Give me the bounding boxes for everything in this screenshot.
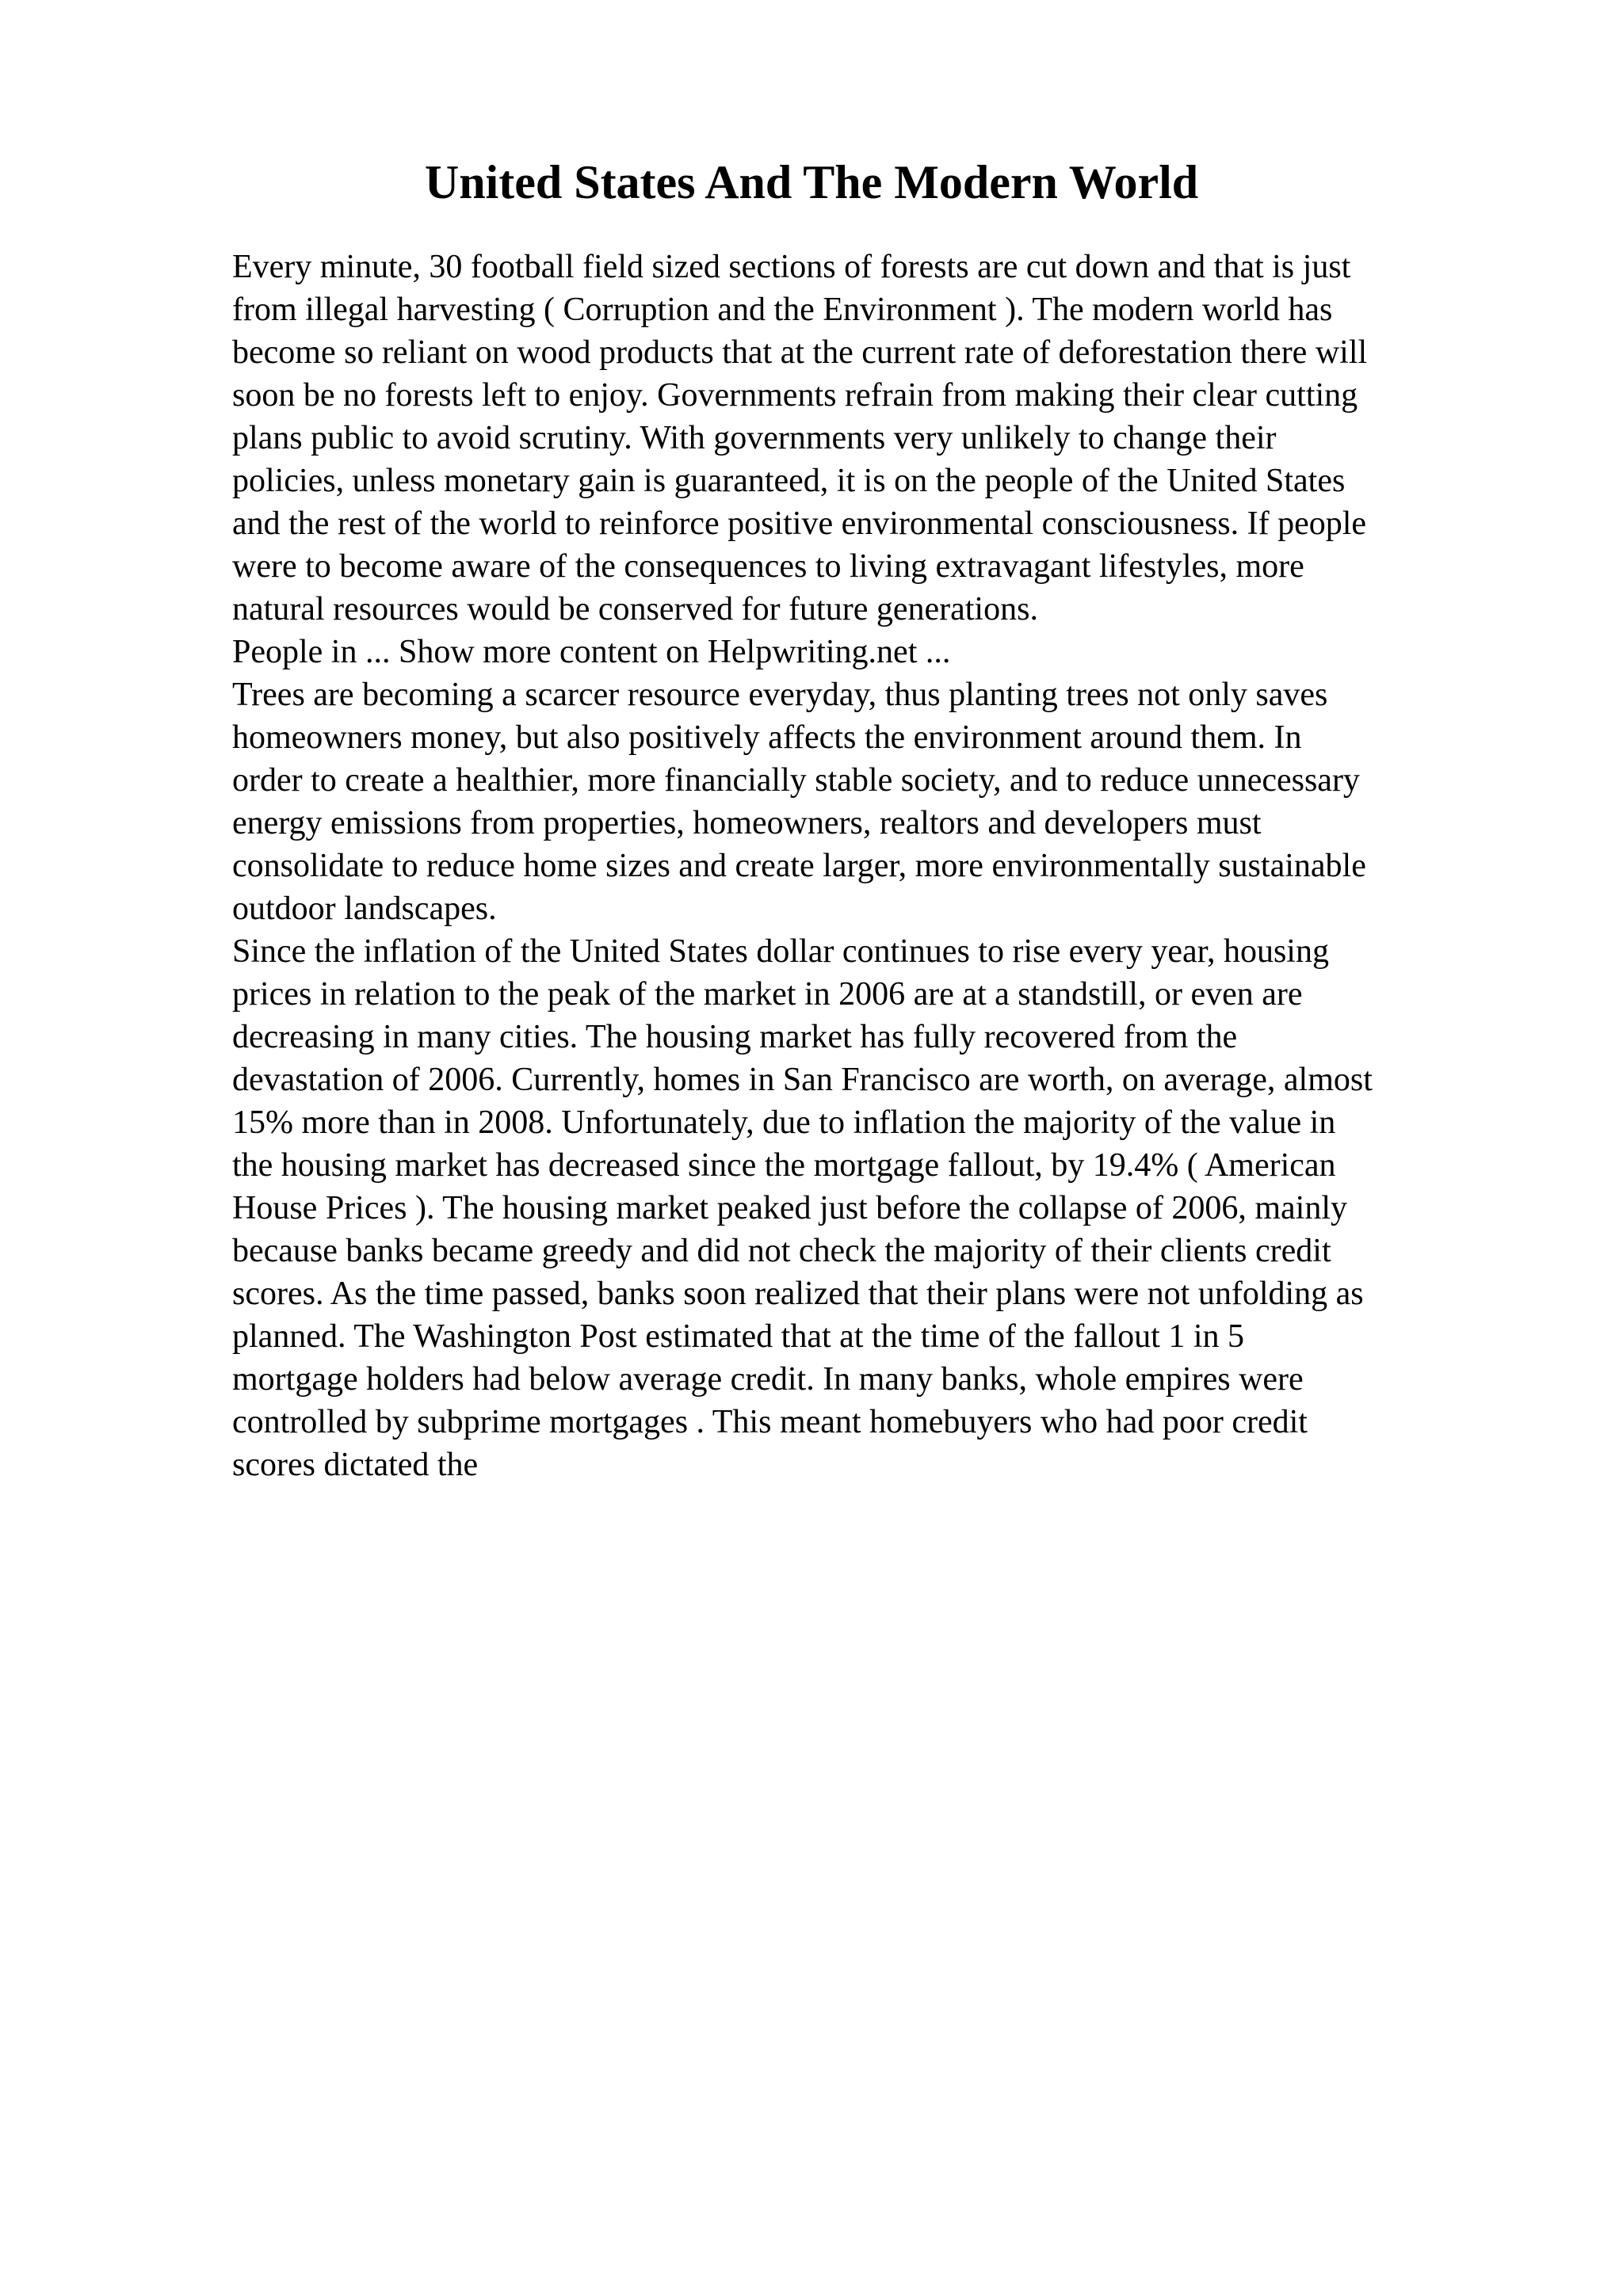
text-line: Every minute, 30 football field sized sections of forests are cut down and that is just: [232, 249, 1351, 285]
paragraph-deforestation: [232, 246, 1516, 631]
text-line: plans public to avoid scrutiny. With governments very unlikely to change their: [232, 420, 1277, 456]
text-line: 15% more than in 2008. Unfortunately, due to inflation the majority of the value in: [232, 1104, 1336, 1141]
text-line: energy emissions from properties, homeowners, realtors and developers must: [232, 805, 1262, 841]
paragraph-trees: [232, 673, 1516, 930]
text-line: outdoor landscapes.: [232, 891, 497, 927]
text-line: order to create a healthier, more financially stable society, and to reduce unnecessary: [232, 762, 1360, 799]
text-line: scores dictated the: [232, 1447, 479, 1483]
text-line: prices in relation to the peak of the market in 2006 are at a standstill, or even are: [232, 976, 1303, 1013]
text-line: from illegal harvesting ( Corruption and the Environment ). The modern world has: [232, 292, 1333, 328]
text-line: natural resources would be conserved for future generations.: [232, 591, 1038, 627]
document-title: United States And The Modern World: [424, 156, 1199, 208]
text-line: decreasing in many cities. The housing market has fully recovered from the: [232, 1019, 1238, 1055]
text-line: were to become aware of the consequences to living extravagant lifestyles, more: [232, 548, 1304, 585]
text-line: homeowners money, but also positively affects the environment around them. In: [232, 719, 1302, 756]
text-line: become so reliant on wood products that at the current rate of deforestation there will: [232, 334, 1368, 371]
text-line: Since the inflation of the United States dollar continues to rise every year, housing: [232, 933, 1329, 970]
show-more-line: People in ... Show more content on Helpwriting.net ...: [232, 634, 951, 670]
text-line: planned. The Washington Post estimated that at the time of the fallout 1 in 5: [232, 1318, 1245, 1355]
text-line: consolidate to reduce home sizes and create larger, more environmentally sustainable: [232, 848, 1366, 884]
document-body: [232, 246, 1516, 1486]
text-line: policies, unless monetary gain is guaranteed, it is on the people of the United States: [232, 463, 1346, 499]
text-line: soon be no forests left to enjoy. Governments refrain from making their clear cutting: [232, 377, 1358, 414]
text-line: House Prices ). The housing market peaked just before the collapse of 2006, mainly: [232, 1190, 1348, 1226]
paragraph-housing: [232, 930, 1516, 1486]
text-line: controlled by subprime mortgages . This meant homebuyers who had poor credit: [232, 1404, 1308, 1440]
paragraph-show-more: [232, 631, 1516, 673]
text-line: because banks became greedy and did not check the majority of their clients credit: [232, 1233, 1331, 1269]
text-line: mortgage holders had below average credit. In many banks, whole empires were: [232, 1361, 1304, 1398]
text-line: the housing market has decreased since the mortgage fallout, by 19.4% ( American: [232, 1147, 1336, 1184]
text-line: and the rest of the world to reinforce positive environmental consciousness. If people: [232, 505, 1367, 542]
text-line: devastation of 2006. Currently, homes in San Francisco are worth, on average, almost: [232, 1062, 1373, 1098]
text-line: Trees are becoming a scarcer resource everyday, thus planting trees not only saves: [232, 677, 1328, 713]
text-line: scores. As the time passed, banks soon realized that their plans were not unfolding as: [232, 1276, 1364, 1312]
